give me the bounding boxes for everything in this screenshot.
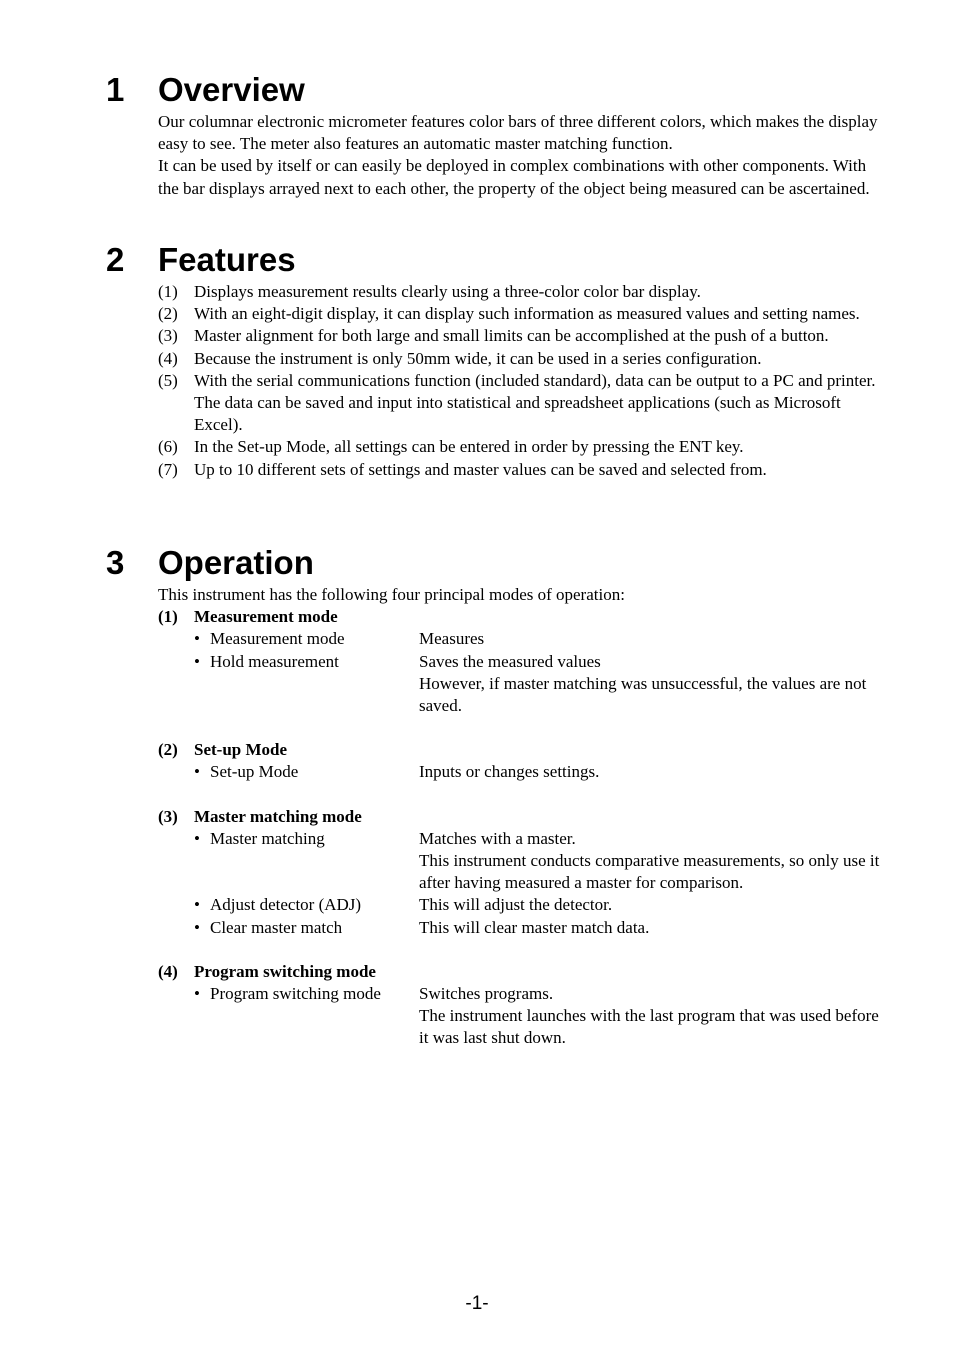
- section-title: Overview: [158, 71, 305, 108]
- bullet: •: [194, 984, 200, 1003]
- mode-item: [194, 628, 884, 650]
- overview-paragraph: Our columnar electronic micrometer features color bars of three different colors, which makes the display easy to see. The meter also features an automatic master matching function.: [158, 112, 878, 154]
- feature-number: (7): [158, 459, 178, 479]
- mode-item-desc: Saves the measured values: [419, 652, 601, 671]
- mode-item: [194, 761, 884, 783]
- operation-intro: This instrument has the following four principal modes of operation:: [158, 585, 625, 604]
- section-heading-operation: [106, 543, 314, 583]
- mode-item-desc: The instrument launches with the last program that was used before it was last shut down.: [419, 1006, 879, 1048]
- mode-heading: [158, 739, 287, 761]
- bullet: •: [194, 652, 200, 671]
- page-number: -1-: [465, 1293, 489, 1314]
- feature-text: In the Set-up Mode, all settings can be entered in order by pressing the ENT key.: [194, 437, 744, 457]
- overview-paragraph: It can be used by itself or can easily be deployed in complex combinations with other components. With the bar displays arrayed next to each other, the property of the object being measured can be ascertained.: [158, 156, 870, 198]
- feature-text: Because the instrument is only 50mm wide, it can be used in a series configuration.: [194, 348, 762, 368]
- feature-number: (3): [158, 326, 178, 346]
- mode-item: [194, 828, 884, 895]
- feature-number: (4): [158, 348, 178, 368]
- mode-item-desc: Inputs or changes settings.: [419, 762, 600, 781]
- bullet: •: [194, 629, 200, 648]
- mode-item-term: Adjust detector (ADJ): [210, 895, 362, 914]
- mode-item-desc: This instrument conducts comparative measurements, so only use it after having measured a master for comparison.: [419, 851, 880, 893]
- feature-item: [158, 370, 878, 437]
- mode-item-desc: Matches with a master.: [419, 829, 576, 848]
- mode-heading: [158, 806, 362, 828]
- feature-item: [158, 436, 878, 458]
- feature-item: [158, 281, 878, 303]
- section-heading-overview: [106, 70, 305, 110]
- feature-item: [158, 325, 878, 347]
- mode-number: (1): [158, 607, 178, 626]
- feature-number: (5): [158, 370, 178, 390]
- section-number: 2: [106, 241, 125, 278]
- mode-item: [194, 983, 884, 1050]
- mode-item: [194, 651, 884, 718]
- mode-number: (4): [158, 962, 178, 981]
- feature-text: Displays measurement results clearly using a three-color color bar display.: [194, 282, 701, 301]
- mode-heading: [158, 606, 338, 628]
- section-title: Operation: [158, 544, 314, 581]
- feature-number: (1): [158, 282, 178, 301]
- feature-item: [158, 303, 878, 325]
- mode-item-desc: However, if master matching was unsuccessful, the values are not saved.: [419, 674, 867, 716]
- mode-item-term: Set-up Mode: [210, 762, 299, 781]
- mode-item-desc: This will clear master match data.: [419, 918, 650, 937]
- mode-item-desc: Switches programs.: [419, 984, 554, 1003]
- feature-text: Master alignment for both large and small limits can be accomplished at the push of a button.: [194, 326, 829, 346]
- mode-item-term: Master matching: [210, 829, 325, 848]
- section-title: Features: [158, 241, 296, 278]
- mode-item-term: Clear master match: [210, 918, 343, 937]
- mode-title: Master matching mode: [194, 807, 362, 826]
- mode-item-term: Measurement mode: [210, 629, 345, 648]
- mode-title: Set-up Mode: [194, 740, 288, 759]
- mode-number: (3): [158, 807, 178, 826]
- mode-item-desc: Measures: [419, 629, 485, 648]
- feature-text: Up to 10 different sets of settings and master values can be saved and selected from.: [194, 459, 767, 479]
- section-number: 3: [106, 544, 125, 581]
- bullet: •: [194, 829, 200, 848]
- bullet: •: [194, 918, 200, 937]
- feature-text: With the serial communications function (included standard), data can be output to a PC and printer. The data can be saved and input into statistical and spreadsheet applications (such as Microsoft Excel).: [194, 370, 876, 435]
- overview-body: [158, 111, 878, 200]
- feature-number: (2): [158, 304, 178, 324]
- mode-item-term: Hold measurement: [210, 652, 339, 671]
- features-list: [158, 281, 878, 481]
- mode-title: Measurement mode: [194, 607, 338, 626]
- feature-item: [158, 459, 878, 481]
- bullet: •: [194, 895, 200, 914]
- feature-item: [158, 348, 878, 370]
- feature-number: (6): [158, 437, 178, 457]
- feature-text: With an eight-digit display, it can display such information as measured values and setting names.: [194, 304, 860, 324]
- mode-number: (2): [158, 740, 178, 759]
- mode-heading: [158, 961, 376, 983]
- mode-item: [194, 894, 884, 916]
- section-heading-features: [106, 240, 296, 280]
- mode-item: [194, 917, 884, 939]
- bullet: •: [194, 762, 200, 781]
- mode-title: Program switching mode: [194, 962, 376, 981]
- mode-item-term: Program switching mode: [210, 984, 381, 1003]
- section-number: 1: [106, 71, 125, 108]
- mode-item-desc: This will adjust the detector.: [419, 895, 613, 914]
